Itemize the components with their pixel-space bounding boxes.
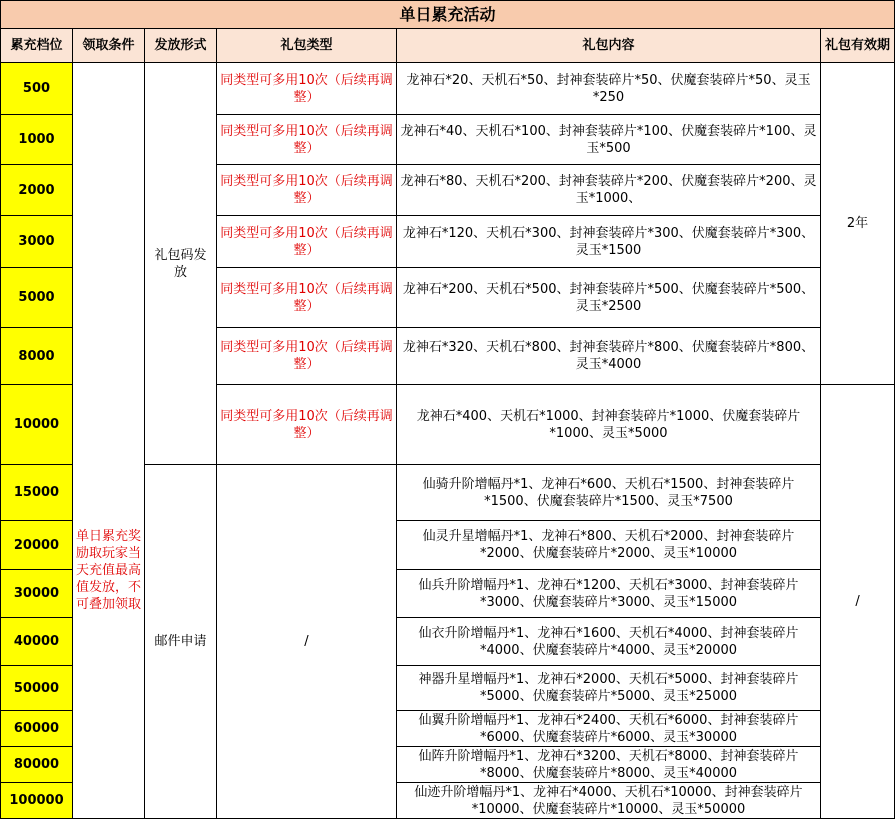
header-validity: 礼包有效期 <box>821 29 895 63</box>
pack-type-cell: 同类型可多用10次（后续再调整） <box>217 385 397 465</box>
tier-cell: 20000 <box>1 521 73 570</box>
header-condition: 领取条件 <box>73 29 145 63</box>
tier-cell: 60000 <box>1 711 73 747</box>
header-tier: 累充档位 <box>1 29 73 63</box>
content-cell: 仙阵升阶增幅丹*1、龙神石*3200、天机石*8000、封神套装碎片*8000、伏魔套装碎片*8000、灵玉*40000 <box>397 747 821 783</box>
method-mail-cell: 邮件申请 <box>145 465 217 819</box>
tier-cell: 1000 <box>1 115 73 165</box>
method-code-cell: 礼包码发放 <box>145 63 217 465</box>
content-cell: 龙神石*40、天机石*100、封神套装碎片*100、伏魔套装碎片*100、灵玉*500 <box>397 115 821 165</box>
tier-cell: 2000 <box>1 165 73 216</box>
tier-cell: 80000 <box>1 747 73 783</box>
content-cell: 仙迹升阶增幅丹*1、龙神石*4000、天机石*10000、封神套装碎片*10000、伏魔套装碎片*10000、灵玉*50000 <box>397 783 821 819</box>
pack-type-cell: 同类型可多用10次（后续再调整） <box>217 216 397 268</box>
content-cell: 龙神石*400、天机石*1000、封神套装碎片*1000、伏魔套装碎片*1000、灵玉*5000 <box>397 385 821 465</box>
tier-cell: 8000 <box>1 328 73 385</box>
tier-cell: 40000 <box>1 618 73 666</box>
tier-cell: 500 <box>1 63 73 115</box>
content-cell: 龙神石*120、天机石*300、封神套装碎片*300、伏魔套装碎片*300、灵玉*1500 <box>397 216 821 268</box>
table-row <box>1 63 895 115</box>
tier-cell: 30000 <box>1 570 73 618</box>
content-cell: 龙神石*320、天机石*800、封神套装碎片*800、伏魔套装碎片*800、灵玉*4000 <box>397 328 821 385</box>
tier-cell: 5000 <box>1 268 73 328</box>
content-cell: 神器升星增幅丹*1、龙神石*2000、天机石*5000、封神套装碎片*5000、伏魔套装碎片*5000、灵玉*25000 <box>397 666 821 711</box>
tier-cell: 50000 <box>1 666 73 711</box>
pack-type-cell: 同类型可多用10次（后续再调整） <box>217 115 397 165</box>
pack-type-cell: 同类型可多用10次（后续再调整） <box>217 328 397 385</box>
content-cell: 仙骑升阶增幅丹*1、龙神石*600、天机石*1500、封神套装碎片*1500、伏魔套装碎片*1500、灵玉*7500 <box>397 465 821 521</box>
header-content: 礼包内容 <box>397 29 821 63</box>
content-cell: 龙神石*80、天机石*200、封神套装碎片*200、伏魔套装碎片*200、灵玉*1000、 <box>397 165 821 216</box>
table-title: 单日累充活动 <box>1 1 895 29</box>
header-method: 发放形式 <box>145 29 217 63</box>
pack-type-cell: 同类型可多用10次（后续再调整） <box>217 268 397 328</box>
validity-code-cell: 2年 <box>821 63 895 385</box>
content-cell: 龙神石*20、天机石*50、封神套装碎片*50、伏魔套装碎片*50、灵玉*250 <box>397 63 821 115</box>
mail-pack-type-cell: / <box>217 465 397 819</box>
content-cell: 仙兵升阶增幅丹*1、龙神石*1200、天机石*3000、封神套装碎片*3000、伏魔套装碎片*3000、灵玉*15000 <box>397 570 821 618</box>
validity-mail-cell: / <box>821 385 895 819</box>
tier-cell: 10000 <box>1 385 73 465</box>
pack-type-cell: 同类型可多用10次（后续再调整） <box>217 165 397 216</box>
content-cell: 仙灵升星增幅丹*1、龙神石*800、天机石*2000、封神套装碎片*2000、伏魔套装碎片*2000、灵玉*10000 <box>397 521 821 570</box>
tier-cell: 15000 <box>1 465 73 521</box>
tier-cell: 100000 <box>1 783 73 819</box>
condition-cell: 单日累充奖励取玩家当天充值最高值发放，不可叠加领取 <box>73 63 145 819</box>
content-cell: 仙翼升阶增幅丹*1、龙神石*2400、天机石*6000、封神套装碎片*6000、伏魔套装碎片*6000、灵玉*30000 <box>397 711 821 747</box>
content-cell: 仙衣升阶增幅丹*1、龙神石*1600、天机石*4000、封神套装碎片*4000、伏魔套装碎片*4000、灵玉*20000 <box>397 618 821 666</box>
pack-type-cell: 同类型可多用10次（后续再调整） <box>217 63 397 115</box>
content-cell: 龙神石*200、天机石*500、封神套装碎片*500、伏魔套装碎片*500、灵玉*2500 <box>397 268 821 328</box>
header-pack-type: 礼包类型 <box>217 29 397 63</box>
tier-cell: 3000 <box>1 216 73 268</box>
